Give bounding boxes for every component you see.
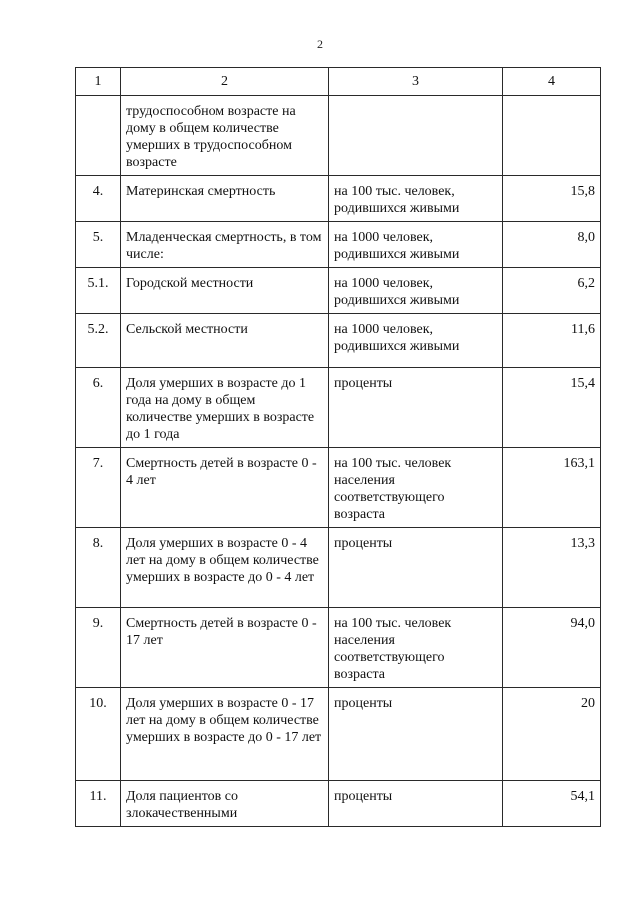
- row-number: [76, 96, 121, 176]
- page-number: 2: [317, 37, 323, 51]
- row-number: 5.2.: [76, 314, 121, 368]
- indicator-name: Городской местности: [121, 268, 329, 314]
- indicator-name: Смертность детей в возрасте 0 - 17 лет: [121, 608, 329, 688]
- indicator-name: Смертность детей в возрасте 0 - 4 лет: [121, 448, 329, 528]
- row-number: 6.: [76, 368, 121, 448]
- header-cell: 2: [121, 68, 329, 96]
- header-cell: 4: [503, 68, 601, 96]
- unit-of-measure: на 1000 человек, родившихся живыми: [329, 222, 503, 268]
- table-row: [76, 688, 601, 781]
- row-number: 9.: [76, 608, 121, 688]
- header-cell: 1: [76, 68, 121, 96]
- table-row: [76, 176, 601, 222]
- table-row: [76, 368, 601, 448]
- indicator-name: Младенческая смертность, в том числе:: [121, 222, 329, 268]
- indicator-value: 11,6: [503, 314, 601, 368]
- indicators-table: [75, 67, 601, 827]
- indicator-name: Сельской местности: [121, 314, 329, 368]
- indicator-name: Доля умерших в возрасте 0 - 4 лет на дому в общем количестве умерших в возрасте до 0 - 4 лет: [121, 528, 329, 608]
- row-number: 5.: [76, 222, 121, 268]
- unit-of-measure: на 100 тыс. человек, родившихся живыми: [329, 176, 503, 222]
- unit-of-measure: на 100 тыс. человек населения соответствующего возраста: [329, 608, 503, 688]
- table-row: [76, 528, 601, 608]
- table-row: [76, 96, 601, 176]
- unit-of-measure: на 1000 человек, родившихся живыми: [329, 314, 503, 368]
- table-row: [76, 222, 601, 268]
- row-number: 5.1.: [76, 268, 121, 314]
- unit-of-measure: на 1000 человек, родившихся живыми: [329, 268, 503, 314]
- indicator-value: 54,1: [503, 781, 601, 827]
- table-row: [76, 608, 601, 688]
- row-number: 10.: [76, 688, 121, 781]
- indicator-value: 94,0: [503, 608, 601, 688]
- row-number: 7.: [76, 448, 121, 528]
- unit-of-measure: проценты: [329, 528, 503, 608]
- row-number: 8.: [76, 528, 121, 608]
- unit-of-measure: проценты: [329, 781, 503, 827]
- indicator-value: 20: [503, 688, 601, 781]
- indicator-value: 15,4: [503, 368, 601, 448]
- table-row: [76, 448, 601, 528]
- unit-of-measure: на 100 тыс. человек населения соответствующего возраста: [329, 448, 503, 528]
- indicator-value: 8,0: [503, 222, 601, 268]
- table-header-row: [76, 68, 601, 96]
- unit-of-measure: проценты: [329, 368, 503, 448]
- row-number: 4.: [76, 176, 121, 222]
- indicator-name: Доля умерших в возрасте 0 - 17 лет на дому в общем количестве умерших в возрасте до 0 - 17 лет: [121, 688, 329, 781]
- indicator-value: 13,3: [503, 528, 601, 608]
- indicator-name: трудоспособном возрасте на дому в общем количестве умерших в трудоспособном возрасте: [121, 96, 329, 176]
- header-cell: 3: [329, 68, 503, 96]
- row-number: 11.: [76, 781, 121, 827]
- indicator-value: 163,1: [503, 448, 601, 528]
- indicator-value: 6,2: [503, 268, 601, 314]
- indicator-name: Доля умерших в возрасте до 1 года на дому в общем количестве умерших в возрасте до 1 года: [121, 368, 329, 448]
- indicator-name: Материнская смертность: [121, 176, 329, 222]
- unit-of-measure: [329, 96, 503, 176]
- indicator-value: [503, 96, 601, 176]
- indicator-name: Доля пациентов со злокачественными: [121, 781, 329, 827]
- table-row: [76, 314, 601, 368]
- table-row: [76, 268, 601, 314]
- table-row: [76, 781, 601, 827]
- unit-of-measure: проценты: [329, 688, 503, 781]
- indicator-value: 15,8: [503, 176, 601, 222]
